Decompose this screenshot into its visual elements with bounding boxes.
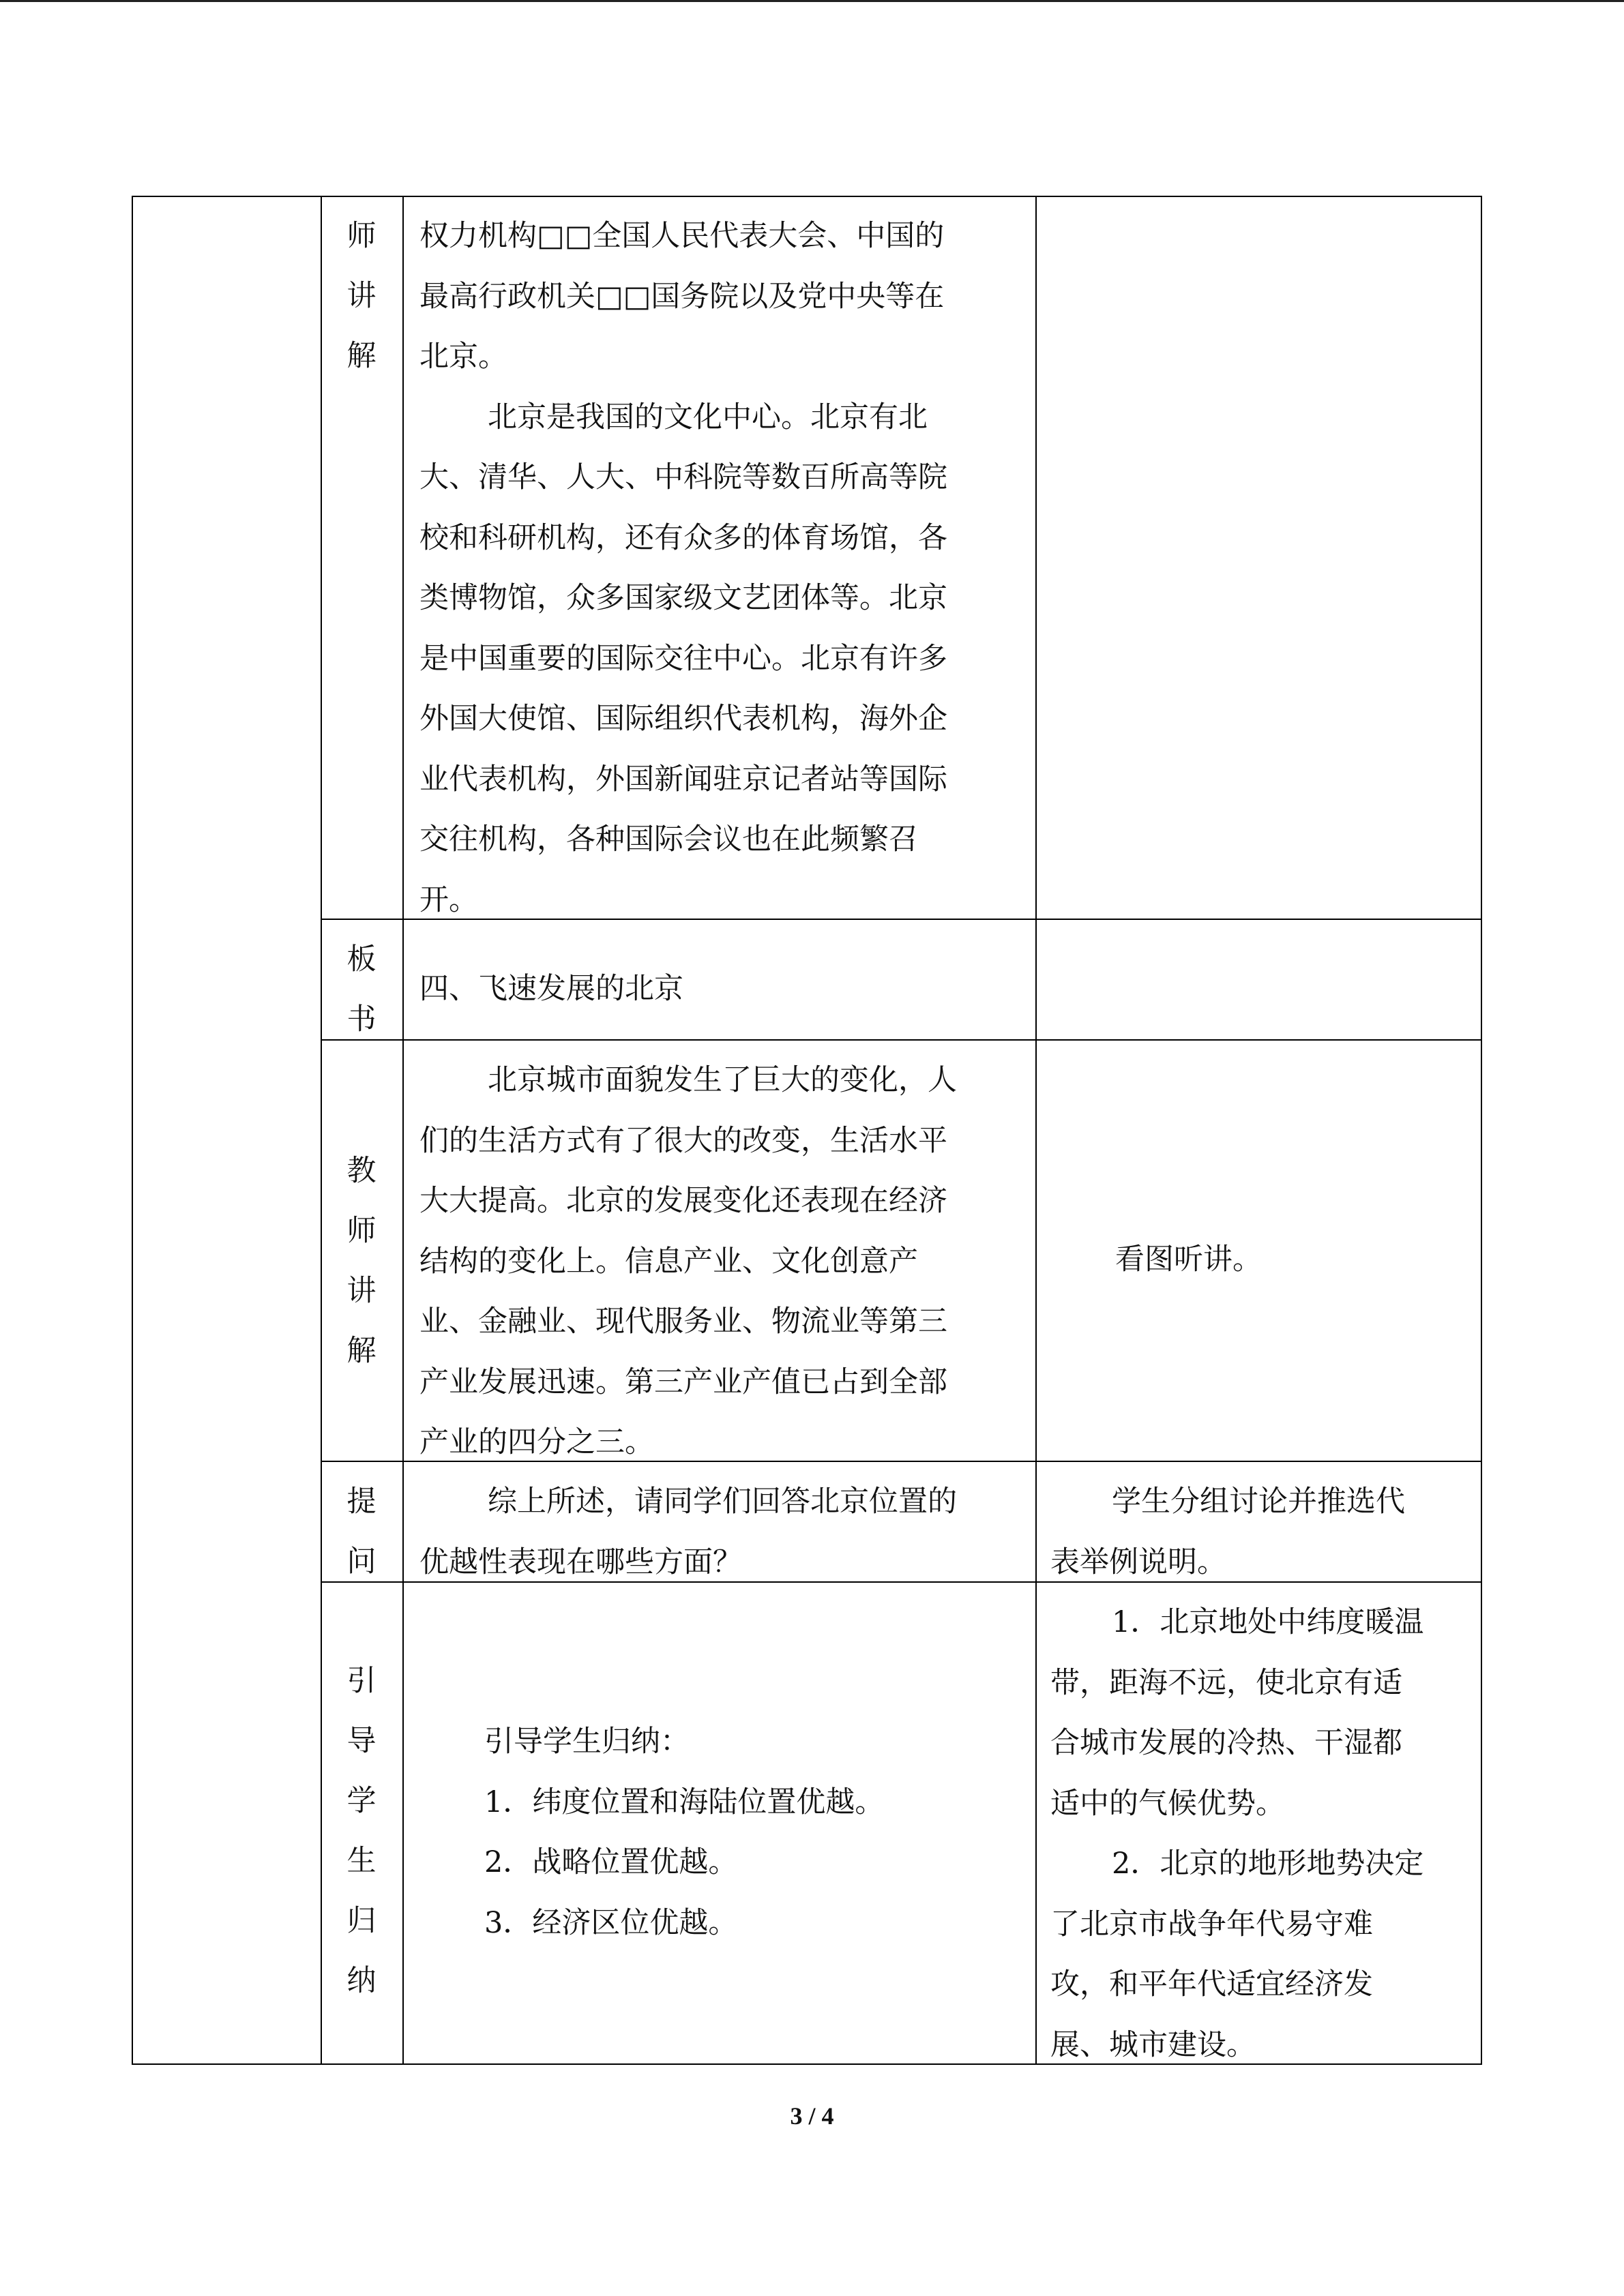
table-border	[132, 196, 1482, 197]
label-char: 板	[346, 942, 377, 976]
text-line: 类博物馆，众多国家级文艺团体等。北京	[419, 581, 947, 615]
label-char: 引	[346, 1664, 377, 1698]
text-line: 开。	[419, 882, 478, 917]
text-line: 北京。	[419, 340, 507, 374]
content-cell	[419, 1050, 957, 1473]
text-line: 外国大使馆、国际组织代表机构，海外企	[419, 702, 947, 736]
label-char: 导	[346, 1724, 377, 1758]
text-line: 看图听讲。	[1115, 1242, 1262, 1277]
text-line: 权力机构□□全国人民代表大会、中国的	[419, 219, 945, 253]
label-char: 纳	[346, 1964, 377, 1998]
text-line: 大、清华、人大、中科院等数百所高等院	[419, 460, 947, 494]
label-char: 学	[346, 1784, 377, 1818]
label-char: 师	[346, 219, 377, 253]
table-border	[321, 196, 322, 2065]
label-char: 解	[346, 339, 377, 373]
label-char: 讲	[346, 279, 377, 313]
label-char: 提	[346, 1485, 377, 1519]
label-char: 师	[346, 1214, 377, 1248]
text-line: 攻，和平年代适宜经济发	[1050, 1967, 1373, 2001]
text-line: 四、飞速发展的北京	[419, 972, 683, 1006]
content-cell	[419, 959, 683, 1019]
label-char: 书	[346, 1002, 377, 1037]
student-cell	[1050, 1592, 1423, 2075]
table-border	[132, 196, 133, 2065]
label-char: 解	[346, 1334, 377, 1368]
text-line: 表举例说明。	[1050, 1545, 1226, 1579]
text-line: 产业发展迅速。第三产业产值已占到全部	[419, 1365, 947, 1399]
text-line: 展、城市建设。	[1050, 2027, 1256, 2062]
text-line: 引导学生归纳：	[484, 1725, 690, 1759]
student-cell	[1115, 1229, 1262, 1290]
text-line: 了北京市战争年代易守难	[1050, 1907, 1373, 1941]
text-line: 2．战略位置优越。	[484, 1845, 738, 1879]
top-border	[0, 0, 1624, 2]
table-border	[321, 1039, 1482, 1041]
text-line: 综上所述，请同学们回答北京位置的	[488, 1485, 957, 1519]
row-label	[324, 1141, 399, 1381]
text-line: 合城市发展的冷热、干湿都	[1050, 1726, 1402, 1760]
table-border	[1035, 196, 1037, 2065]
page-number: 3 / 4	[790, 2102, 834, 2130]
content-cell	[484, 1712, 884, 1953]
text-line: 们的生活方式有了很大的改变，生活水平	[419, 1123, 947, 1158]
text-line: 1．北京地处中纬度暖温	[1112, 1605, 1424, 1639]
text-line: 北京是我国的文化中心。北京有北	[488, 400, 928, 434]
text-line: 最高行政机关□□国务院以及党中央等在	[419, 279, 945, 314]
row-label	[324, 206, 399, 386]
table-border	[402, 196, 404, 2065]
label-char: 生	[346, 1844, 377, 1878]
text-line: 业代表机构，外国新闻驻京记者站等国际	[419, 762, 947, 796]
text-line: 北京城市面貌发生了巨大的变化，人	[488, 1063, 957, 1097]
student-cell	[1050, 1472, 1405, 1592]
label-char: 教	[346, 1154, 377, 1188]
label-char: 问	[346, 1545, 377, 1579]
text-line: 2．北京的地形地势决定	[1112, 1847, 1424, 1881]
text-line: 优越性表现在哪些方面？	[419, 1545, 742, 1579]
text-line: 3．经济区位优越。	[484, 1905, 738, 1940]
text-line: 业、金融业、现代服务业、物流业等第三	[419, 1304, 947, 1339]
text-line: 适中的气候优势。	[1050, 1786, 1285, 1821]
text-line: 校和科研机构，还有众多的体育场馆，各	[419, 520, 947, 555]
text-line: 产业的四分之三。	[419, 1425, 654, 1459]
text-line: 1．纬度位置和海陆位置优越。	[484, 1785, 885, 1819]
text-line: 带，距海不远，使北京有适	[1050, 1665, 1402, 1700]
row-label	[324, 1651, 399, 2011]
text-line: 交往机构，各种国际会议也在此频繁召	[419, 822, 918, 856]
text-line: 学生分组讨论并推选代	[1112, 1485, 1405, 1519]
label-char: 归	[346, 1904, 377, 1938]
text-line: 大大提高。北京的发展变化还表现在经济	[419, 1184, 947, 1218]
content-cell	[419, 206, 947, 930]
text-line: 结构的变化上。信息产业、文化创意产	[419, 1244, 918, 1279]
row-label	[324, 1472, 399, 1592]
label-char: 讲	[346, 1274, 377, 1308]
table-border	[1481, 196, 1482, 2065]
text-line: 是中国重要的国际交往中心。北京有许多	[419, 641, 947, 676]
row-label	[324, 929, 399, 1049]
content-cell	[419, 1472, 957, 1592]
